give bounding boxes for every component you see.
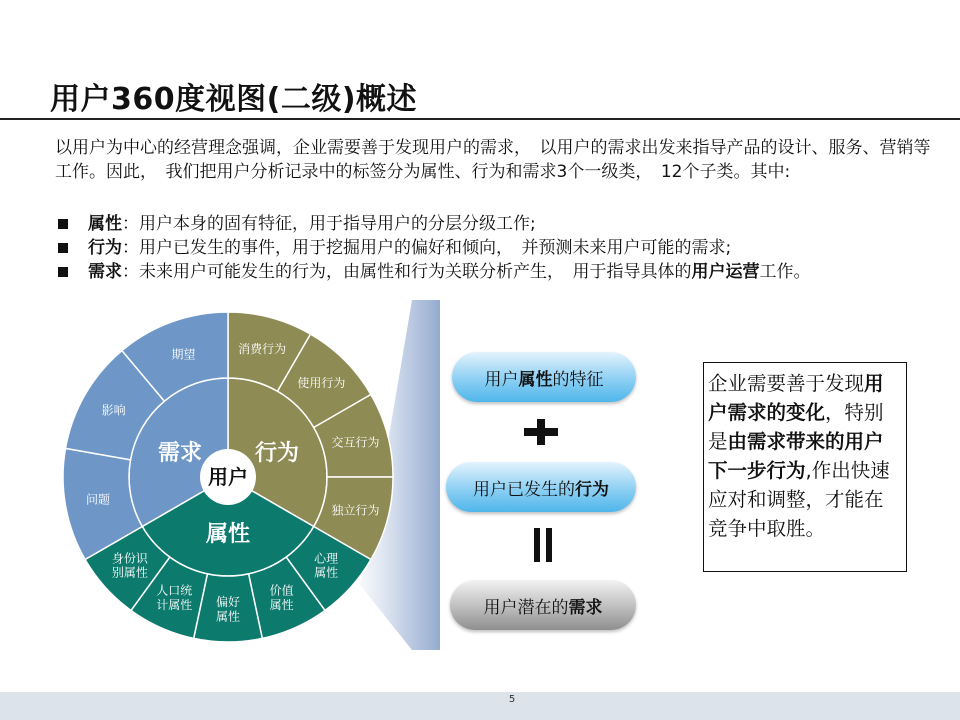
bullet-attribute: [55, 212, 935, 236]
behavior-pill: [446, 462, 636, 512]
callout-bold: 由需求带来的用户下一步行为: [708, 430, 884, 482]
callout-bold: 用户需求的变化: [708, 372, 884, 424]
square-bullet-icon: [58, 243, 68, 253]
bullet-term: 属性: [88, 214, 122, 234]
need-sub-label: 期望: [171, 347, 196, 362]
need-sub-label: 问题: [85, 492, 111, 507]
square-bullet-icon: [58, 267, 68, 277]
wheel-main-need: 需求: [157, 441, 203, 466]
behavior-sub-label: 使用行为: [297, 376, 346, 391]
page-number: 5: [508, 694, 516, 705]
attribute-sub-label: 偏好属性: [215, 595, 241, 624]
pill-text: 用户已发生的: [473, 479, 575, 500]
behavior-sub-label: 消费行为: [238, 341, 287, 356]
attribute-sub-label: 人口统计属性: [156, 583, 193, 612]
bullet-need: [55, 260, 935, 284]
slide-title: 用户360度视图(二级)概述: [50, 82, 418, 117]
pill-bold: 行为: [575, 479, 609, 500]
callout-box: [703, 362, 907, 572]
bullet-tail: 工作。: [759, 262, 811, 282]
pill-text: 的特征: [552, 369, 604, 390]
potential-need-pill: [450, 580, 636, 630]
bullet-term: 需求: [88, 262, 122, 282]
need-sub-label: 影响: [101, 403, 126, 418]
wheel-center-label: 用户: [208, 465, 248, 489]
bullet-behavior: [55, 236, 935, 260]
intro-paragraph: 以用户为中心的经营理念强调，企业需要善于发现用户的需求， 以用户的需求出发来指导产品的设计、服务、营销等工作。因此， 我们把用户分析记录中的标签分为属性、行为和需求3个一级类， 12个子类。其中:: [55, 138, 931, 182]
square-bullet-icon: [58, 219, 68, 229]
behavior-sub-label: 交互行为: [331, 435, 380, 450]
behavior-sub-label: 独立行为: [331, 503, 380, 518]
callout-text: ,作出快速应对和调整，才能在竞争中取胜。: [708, 459, 890, 540]
attribute-sub-label: 心理属性: [314, 551, 339, 580]
wheel-main-attribute: 属性: [205, 522, 251, 547]
bullet-list: [55, 212, 935, 284]
bullet-text: ：未来用户可能发生的行为，由属性和行为关联分析产生， 用于指导具体的: [122, 262, 692, 282]
pill-text: 用户潜在的: [483, 597, 569, 618]
plus-icon: [524, 419, 558, 445]
callout-text: ，特别是: [708, 401, 884, 453]
bullet-bold-tail: 用户运营: [691, 262, 760, 282]
bullet-text: ：用户本身的固有特征，用于指导用户的分层分级工作;: [122, 214, 536, 234]
equals-icon: [534, 528, 552, 562]
callout-text: 企业需要善于发现: [708, 372, 865, 395]
wheel-main-behavior: 行为: [254, 441, 300, 466]
title-divider: [0, 118, 960, 120]
attribute-sub-label: 身份识别属性: [111, 551, 148, 580]
attribute-sub-label: 价值属性: [269, 583, 294, 612]
pill-bold: 属性: [518, 369, 553, 390]
bullet-term: 行为: [88, 238, 122, 258]
pill-text: 用户: [484, 369, 519, 390]
attribute-feature-pill: [452, 352, 636, 402]
bullet-text: ：用户已发生的事件，用于挖掘用户的偏好和倾向， 并预测未来用户可能的需求;: [122, 238, 732, 258]
pill-bold: 需求: [568, 597, 603, 618]
